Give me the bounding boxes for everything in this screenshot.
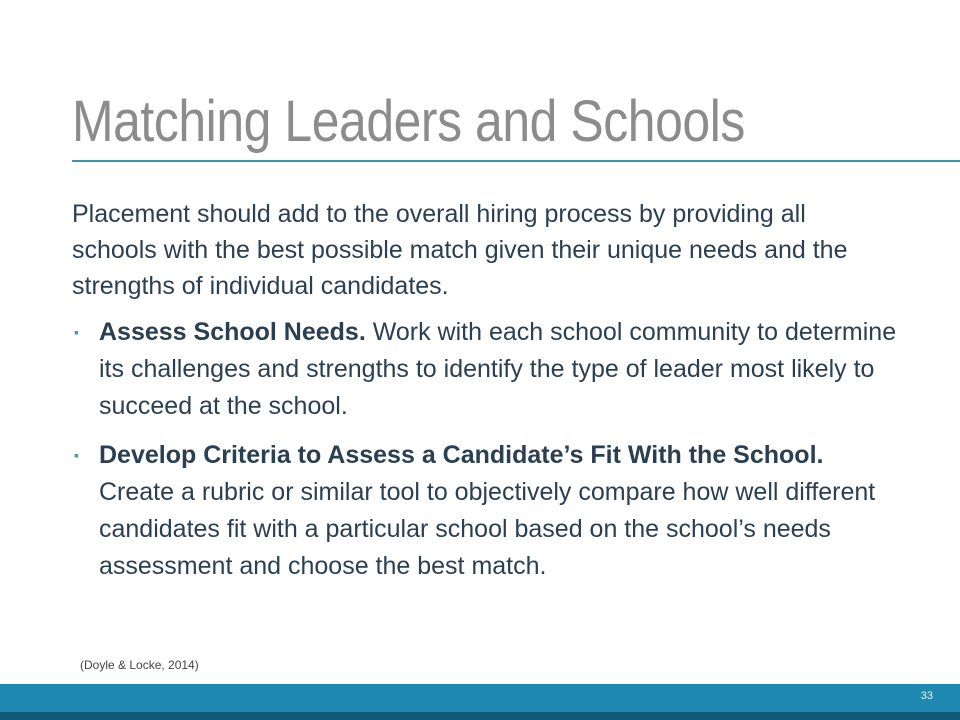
bullet-heading: Develop Criteria to Assess a Candidate’s Fit With the School. [99, 441, 824, 469]
footer-bar [0, 684, 960, 712]
bullet-body: Work with each school community to determine its challenges and strengths to identify the type of leader most likely to succeed at the school. [99, 318, 897, 420]
bullet-assess-school-needs [72, 314, 902, 425]
bullet-develop-criteria [72, 437, 902, 585]
square-bullet-icon: ▪ [74, 324, 79, 340]
bullet-heading: Assess School Needs. [99, 318, 366, 346]
citation: (Doyle & Locke, 2014) [80, 658, 199, 672]
square-bullet-icon: ▪ [74, 447, 79, 463]
page-title: Matching Leaders and Schools [72, 89, 745, 154]
bullet-body: Create a rubric or similar tool to objectively compare how well different candidates fit with a particular school based on the school’s needs assessment and choose the best match. [99, 478, 876, 580]
title-divider [72, 160, 960, 162]
intro-paragraph: Placement should add to the overall hiring process by providing all schools with the best possible match given their unique needs and the strengths of individual candidates. [72, 200, 848, 300]
footer-bottom-stripe [0, 712, 960, 720]
bullet-list [72, 314, 902, 597]
page-number: 33 [920, 690, 933, 702]
